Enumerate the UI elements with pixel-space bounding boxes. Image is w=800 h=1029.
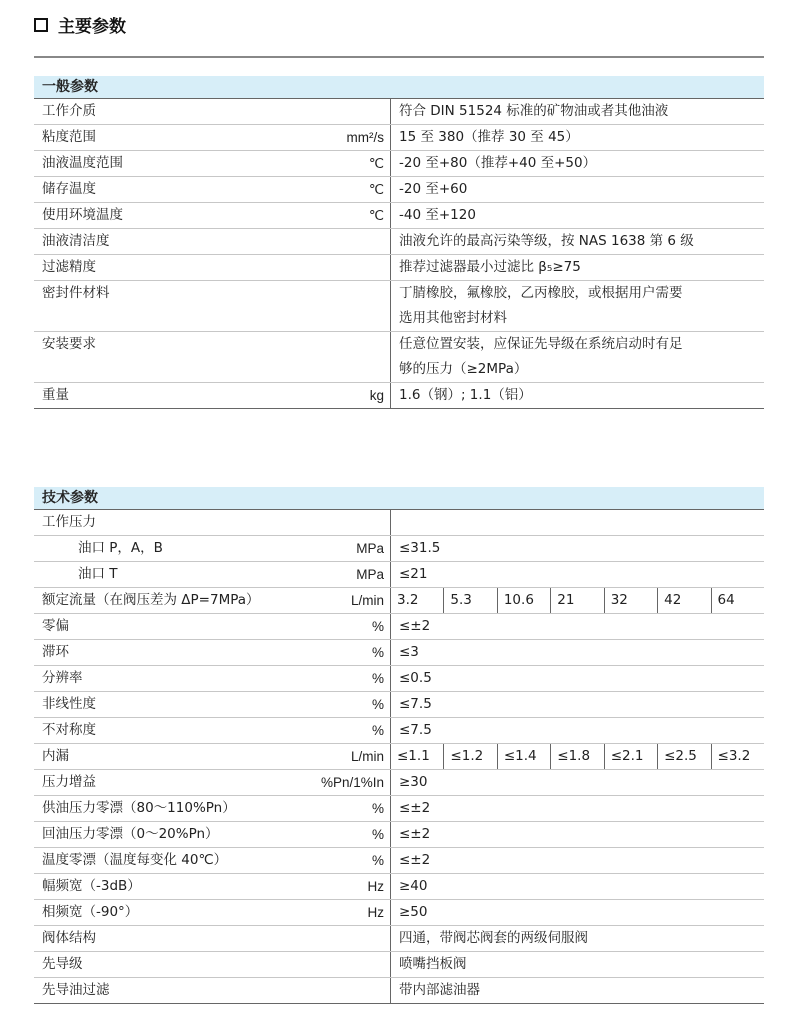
rated-flow-values (391, 588, 764, 613)
row-value: ≤±2 (399, 826, 431, 842)
row-unit: L/min (350, 749, 384, 764)
table-row (34, 822, 764, 848)
leakage-cell: ≤1.2 (444, 744, 497, 769)
row-label: 粘度范围 (42, 129, 96, 145)
technical-params-table (34, 487, 764, 1004)
page-heading (34, 12, 126, 37)
leakage-cell: ≤3.2 (717, 748, 751, 764)
table-row (34, 562, 764, 588)
leakage-cell: ≤1.8 (551, 744, 604, 769)
row-unit: MPa (356, 541, 384, 556)
row-value: 符合 DIN 51524 标准的矿物油或者其他油液 (399, 103, 669, 119)
table-row (34, 848, 764, 874)
flow-cell: 42 (658, 588, 711, 613)
row-label: 先导油过滤 (42, 982, 110, 998)
row-value: ≤7.5 (399, 722, 432, 738)
table-row (34, 536, 764, 562)
row-value: ≤±2 (399, 800, 431, 816)
row-unit: % (371, 697, 384, 712)
table-row (34, 744, 764, 770)
table-row (34, 99, 764, 125)
row-value: -20 至+60 (399, 181, 468, 197)
table-row (34, 718, 764, 744)
row-label: 滞环 (42, 644, 69, 660)
row-value: ≤0.5 (399, 670, 432, 686)
row-label: 回油压力零漂（0～20%Pn） (42, 826, 219, 842)
row-value: ≤±2 (399, 852, 431, 868)
row-unit: Hz (367, 879, 384, 894)
leakage-cell: ≤1.1 (391, 744, 444, 769)
row-label: 油口 T (78, 566, 118, 582)
table-row (34, 588, 764, 614)
row-value: ≤7.5 (399, 696, 432, 712)
row-label: 工作压力 (42, 514, 96, 530)
row-unit: % (371, 645, 384, 660)
row-value: 1.6（钢）; 1.1（铝） (399, 387, 532, 403)
row-label: 使用环境温度 (42, 207, 123, 223)
row-unit: % (371, 801, 384, 816)
table-row (34, 255, 764, 281)
row-label: 阀体结构 (42, 930, 96, 946)
row-value: ≤31.5 (399, 540, 441, 556)
row-value: ≥50 (399, 904, 428, 920)
section-header-technical: 技术参数 (34, 487, 764, 510)
table-row (34, 770, 764, 796)
row-value: ≤21 (399, 566, 428, 582)
flow-cell: 3.2 (391, 588, 444, 613)
row-label: 幅频宽（-3dB） (42, 878, 141, 894)
row-unit: MPa (356, 567, 384, 582)
row-label: 供油压力零漂（80～110%Pn） (42, 800, 236, 816)
table-row (34, 125, 764, 151)
row-value: ≤3 (399, 644, 419, 660)
row-value (391, 332, 764, 382)
row-label: 压力增益 (42, 774, 96, 790)
table-row (34, 510, 764, 536)
row-label: 安装要求 (42, 336, 96, 352)
row-value (391, 281, 764, 331)
row-value: 15 至 380（推荐 30 至 45） (399, 129, 579, 145)
row-value: ≥40 (399, 878, 428, 894)
table-row (34, 666, 764, 692)
flow-cell: 64 (717, 592, 735, 608)
row-unit: mm²/s (346, 130, 384, 145)
row-label: 储存温度 (42, 181, 96, 197)
row-value (391, 510, 764, 535)
row-value: 喷嘴挡板阀 (399, 956, 467, 972)
row-value: 油液允许的最高污染等级，按 NAS 1638 第 6 级 (399, 233, 694, 249)
table-row (34, 796, 764, 822)
row-label: 先导级 (42, 956, 83, 972)
table-row (34, 151, 764, 177)
table-row (34, 952, 764, 978)
row-value: 带内部滤油器 (399, 982, 480, 998)
row-unit: % (371, 827, 384, 842)
row-unit: %Pn/1%In (320, 775, 384, 790)
row-label: 分辨率 (42, 670, 83, 686)
table-row (34, 177, 764, 203)
flow-cell: 5.3 (444, 588, 497, 613)
table-row (34, 281, 764, 332)
row-value-line1: 任意位置安装，应保证先导级在系统启动时有足 (399, 336, 683, 352)
row-unit: Hz (367, 905, 384, 920)
row-unit: ℃ (368, 208, 384, 223)
row-unit: % (371, 853, 384, 868)
row-unit: % (371, 671, 384, 686)
row-value: ≤±2 (399, 618, 431, 634)
row-label: 油液清洁度 (42, 233, 110, 249)
leakage-cell: ≤2.5 (658, 744, 711, 769)
row-unit: ℃ (368, 182, 384, 197)
flow-cell: 32 (605, 588, 658, 613)
row-value-line1: 丁腈橡胶，氟橡胶，乙丙橡胶，或根据用户需要 (399, 285, 683, 301)
table-row (34, 640, 764, 666)
section-header-general: 一般参数 (34, 76, 764, 99)
row-value: ≥30 (399, 774, 428, 790)
table-row (34, 874, 764, 900)
row-label: 内漏 (42, 748, 69, 764)
row-value: -20 至+80（推荐+40 至+50） (399, 155, 597, 171)
page-title: 主要参数 (58, 17, 126, 37)
row-value: -40 至+120 (399, 207, 476, 223)
row-unit: kg (369, 388, 384, 403)
row-value: 推荐过滤器最小过滤比 β₅≥75 (399, 259, 581, 275)
row-label: 过滤精度 (42, 259, 96, 275)
row-label: 非线性度 (42, 696, 96, 712)
row-label: 油口 P，A，B (78, 540, 163, 556)
row-label: 重量 (42, 387, 69, 403)
leakage-cell: ≤1.4 (498, 744, 551, 769)
row-value-line2: 选用其他密封材料 (399, 310, 507, 326)
row-label: 零偏 (42, 618, 69, 634)
general-params-table (34, 76, 764, 409)
table-row (34, 332, 764, 383)
row-unit: % (371, 619, 384, 634)
row-label: 工作介质 (42, 103, 96, 119)
table-row (34, 926, 764, 952)
leakage-values (391, 744, 764, 769)
row-label: 密封件材料 (42, 285, 110, 301)
row-value-line2: 够的压力（≥2MPa） (399, 361, 528, 377)
row-label: 额定流量（在阀压差为 ΔP=7MPa） (42, 592, 260, 608)
table-row (34, 229, 764, 255)
table-row (34, 614, 764, 640)
leakage-cell: ≤2.1 (605, 744, 658, 769)
table-row (34, 692, 764, 718)
row-value: 四通，带阀芯阀套的两级伺服阀 (399, 930, 588, 946)
table-row (34, 383, 764, 409)
row-label: 油液温度范围 (42, 155, 123, 171)
flow-cell: 21 (551, 588, 604, 613)
row-unit: % (371, 723, 384, 738)
row-label: 相频宽（-90°） (42, 904, 139, 920)
row-label: 不对称度 (42, 722, 96, 738)
heading-divider (34, 56, 764, 58)
flow-cell: 10.6 (498, 588, 551, 613)
table-row (34, 203, 764, 229)
table-row (34, 978, 764, 1004)
row-unit: L/min (350, 593, 384, 608)
table-row (34, 900, 764, 926)
row-unit: ℃ (368, 156, 384, 171)
checkbox-square-icon (34, 18, 48, 32)
row-label: 温度零漂（温度每变化 40℃） (42, 852, 228, 868)
